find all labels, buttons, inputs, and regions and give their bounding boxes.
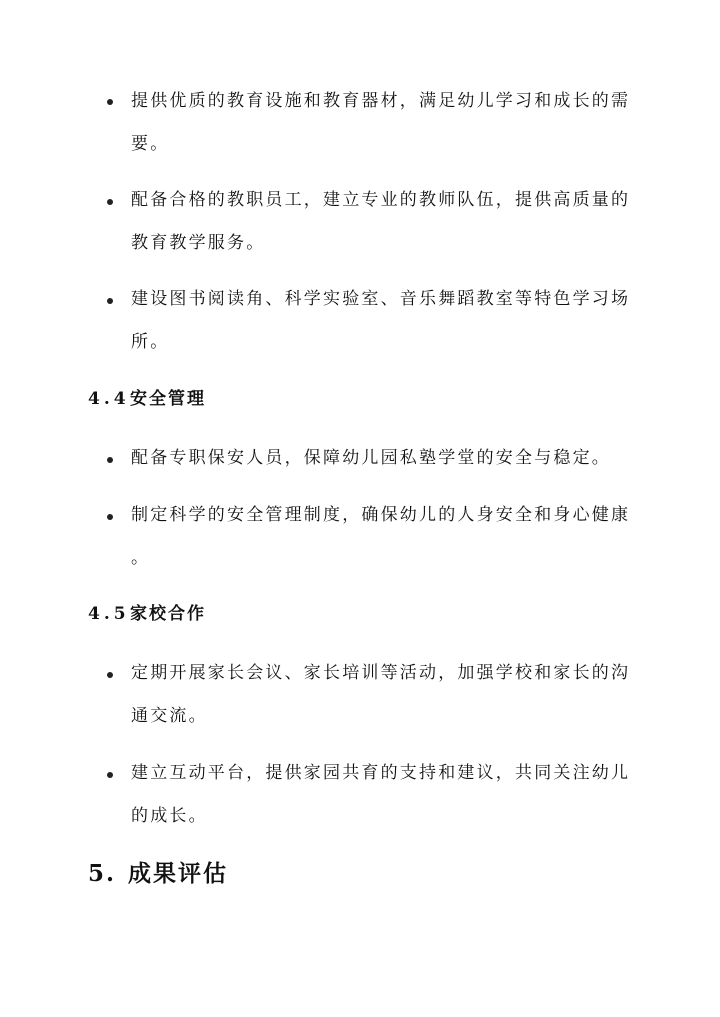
list-item-line: 要。 (131, 134, 170, 154)
section-title: 家校合作 (130, 604, 206, 624)
bullet-marker (107, 672, 113, 678)
bullet-marker (107, 457, 113, 463)
section-number: 4.4 (88, 389, 130, 409)
list-item-line: 教育教学服务。 (131, 233, 266, 253)
list-item-line: 提供优质的教育设施和教育器材，满足幼儿学习和成长的需 (131, 91, 631, 111)
list-item-line: 制定科学的安全管理制度，确保幼儿的人身安全和身心健康 (131, 505, 631, 525)
list-item-line: 配备专职保安人员，保障幼儿园私塾学堂的安全与稳定。 (131, 448, 611, 468)
list-item-line: 所。 (131, 332, 170, 352)
section-number: 5. (88, 860, 117, 887)
bullet-marker (107, 772, 113, 778)
list-item-line: 建设图书阅读角、科学实验室、音乐舞蹈教室等特色学习场 (131, 289, 631, 309)
section-heading-5 (88, 859, 228, 889)
section-number: 4.5 (88, 604, 130, 624)
section-heading-4-4 (88, 388, 206, 410)
section-title: 成果评估 (128, 860, 228, 887)
list-item-line: 配备合格的教职员工，建立专业的教师队伍，提供高质量的 (131, 190, 631, 210)
list-item-line: 。 (131, 548, 151, 568)
bullet-marker (107, 199, 113, 205)
list-item-line: 的成长。 (131, 806, 208, 826)
list-item-line: 定期开展家长会议、家长培训等活动，加强学校和家长的沟 (131, 663, 631, 683)
section-title: 安全管理 (130, 389, 206, 409)
list-item-line: 通交流。 (131, 706, 208, 726)
list-item-line: 建立互动平台，提供家园共育的支持和建议，共同关注幼儿 (131, 763, 631, 783)
section-heading-4-5 (88, 603, 206, 625)
bullet-marker (107, 298, 113, 304)
bullet-marker (107, 99, 113, 105)
bullet-marker (107, 514, 113, 520)
